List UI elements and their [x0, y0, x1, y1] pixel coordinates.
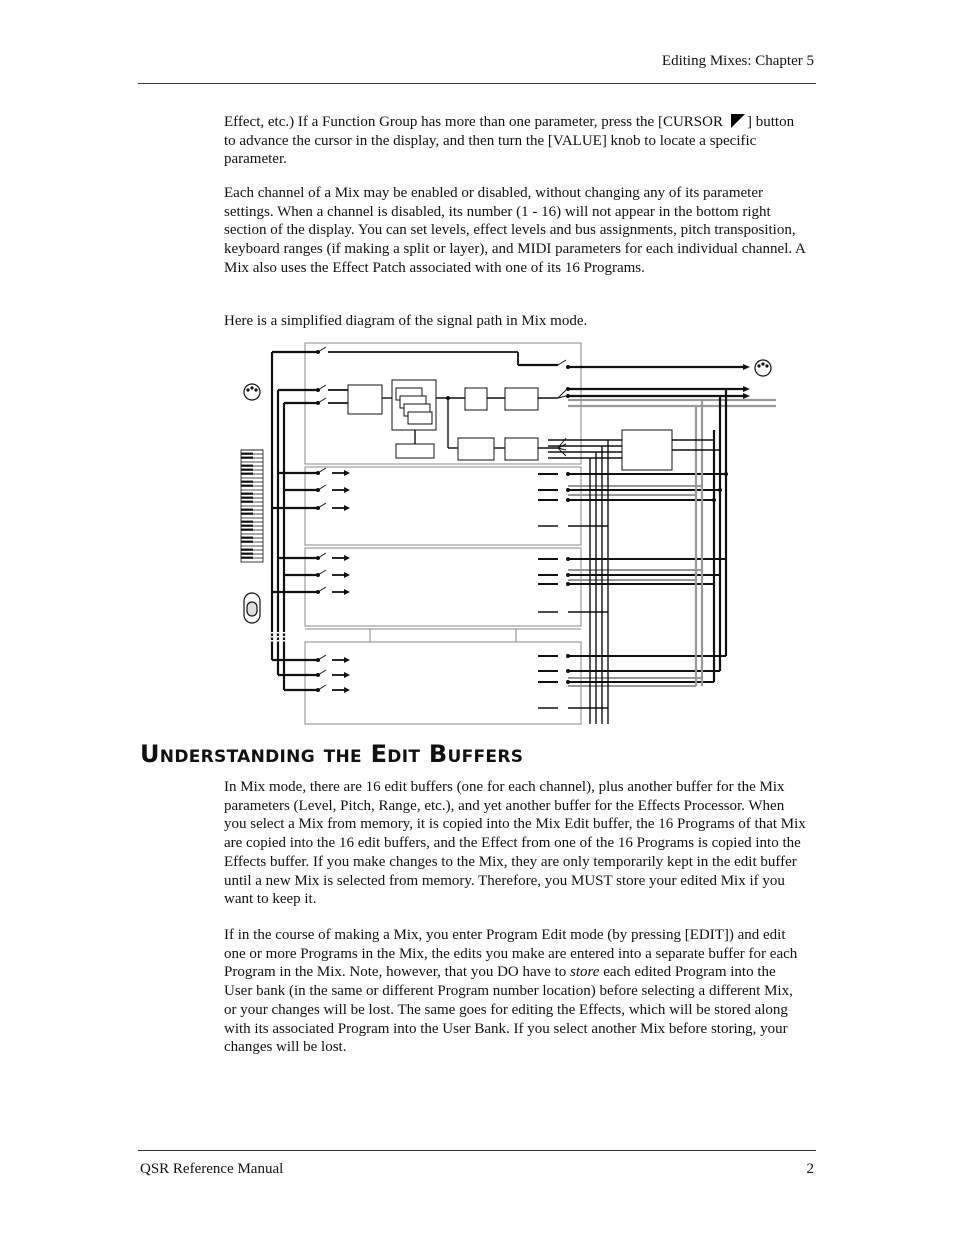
paragraph-4: In Mix mode, there are 16 edit buffers (one for each channel), plus another buffer for the Mix parameters (Level, Pitch, Range, etc.), and yet another buffer for the Effects Processor. When you select a Mix from memory, it is copied into the Mix Edit buffer, the 16 Programs of that Mix are copied into the 16 edit buffers, and the Effect from one of the 16 Programs is copied into the Effects buffer. If you make changes to the Mix, they are only temporarily kept in the edit buffer until a new Mix is selected from memory. Therefore, you MUST store your edited Mix if you want to keep it. [224, 779, 806, 908]
paragraph-1-end: ] button to advance the cursor in the display, and then turn the [VALUE] knob to locate a specific parameter. [224, 114, 795, 168]
keyboard-icon [241, 450, 263, 562]
voice-processing-boxes [348, 380, 672, 470]
input-switches [318, 347, 326, 690]
footer-manual-title: QSR Reference Manual [140, 1161, 284, 1177]
cursor-right-arrow-icon [731, 114, 745, 128]
paragraph-1 [224, 113, 806, 169]
paragraph-1-start: Effect, etc.) If a Function Group has more than one parameter, press the [CURSOR [224, 114, 723, 130]
midi-in-icon [244, 384, 260, 400]
paragraph-5-start: If in the course of making a Mix, you enter Program Edit mode (by pressing [EDIT]) and edit one or more Programs in the Mix, the edits you make are entered into a separate buffer for each Program in the Mix. Note, however, that you DO have to [224, 927, 798, 981]
header-rule [138, 83, 816, 84]
paragraph-5-end: each edited Program into the User bank (in the same or different Program number location) before selecting a different Mix, or your changes will be lost. The same goes for editing the Effects, which will be stored along with its associated Program into the User Bank. If you select another Mix before storing, your changes will be lost. [224, 964, 793, 1056]
channel-frames [305, 343, 581, 724]
footer-rule [138, 1150, 816, 1151]
controller-icon [244, 593, 260, 623]
signal-path-diagram [238, 340, 788, 728]
paragraph-5-emphasis: store [570, 964, 600, 981]
running-header: Editing Mixes: Chapter 5 [661, 53, 814, 69]
paragraph-2: Each channel of a Mix may be enabled or disabled, without changing any of its parameter settings. When a channel is disabled, its number (1 - 16) will not appear in the bottom right section of the display. You can set levels, effect levels and bus assignments, pitch transposition, keyboard ranges (if making a split or layer), and MIDI parameters for each individual channel. A Mix also uses the Effect Patch associated with one of its 16 Programs. [224, 185, 806, 276]
footer-page-number: 2 [806, 1161, 814, 1177]
section-heading: Understanding the Edit Buffers [140, 740, 524, 768]
midi-out-icon [755, 360, 771, 376]
paragraph-3: Here is a simplified diagram of the signal path in Mix mode. [224, 313, 588, 329]
paragraph-5 [224, 926, 806, 1057]
